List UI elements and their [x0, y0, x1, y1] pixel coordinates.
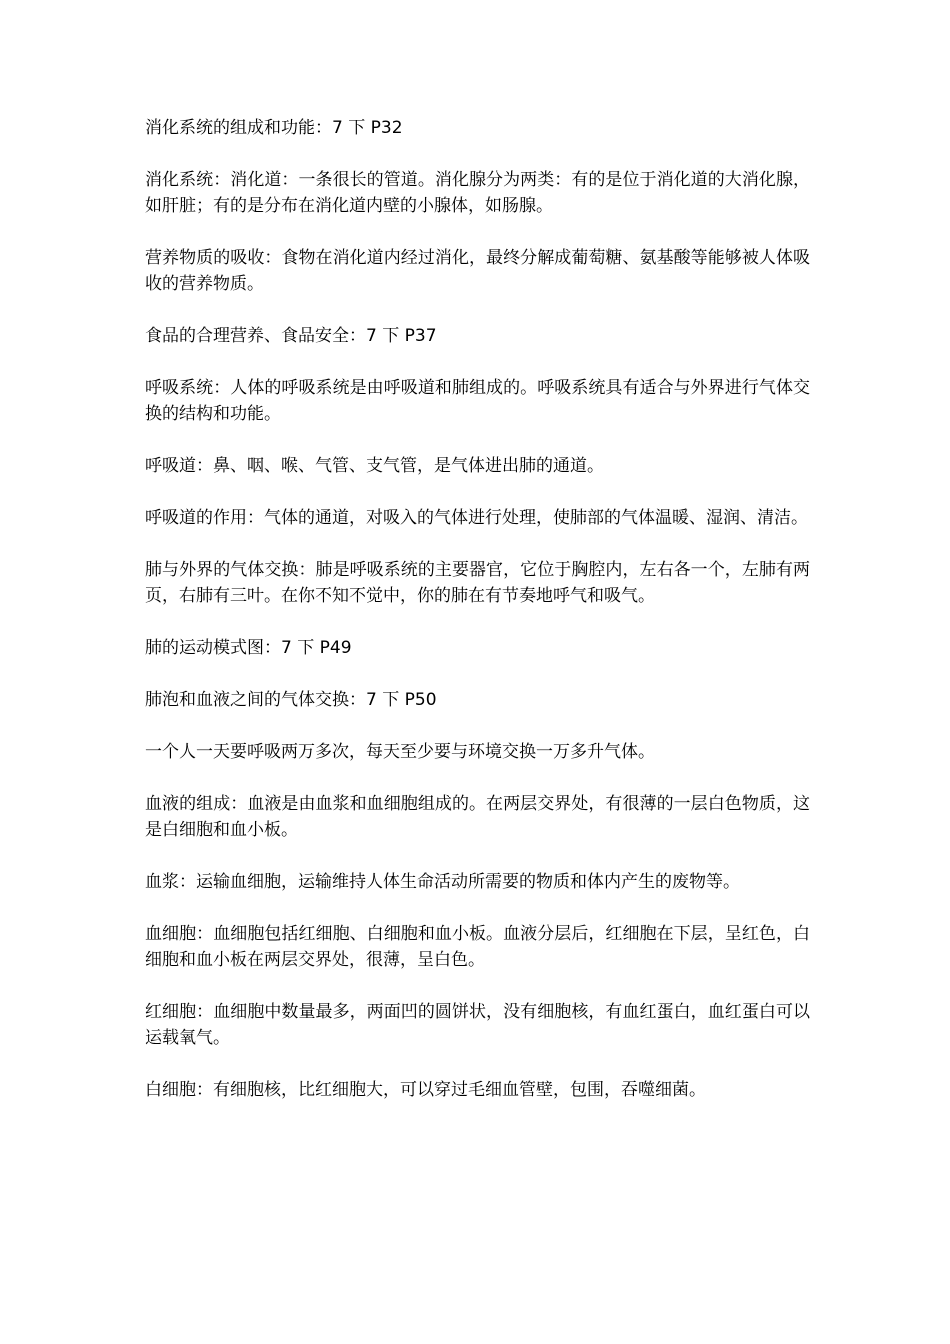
- paragraph-breathing-facts: 一个人一天要呼吸两万多次，每天至少要与环境交换一万多升气体。: [145, 742, 655, 762]
- paragraph-lung-gas-exchange: 肺与外界的气体交换：肺是呼吸系统的主要器官，它位于胸腔内，左右各一个，左肺有两页，右肺有三叶。在你不知不觉中，你的肺在有节奏地呼气和吸气。: [145, 560, 810, 606]
- paragraph-red-blood-cells: 红细胞：血细胞中数量最多，两面凹的圆饼状，没有细胞核，有血红蛋白，血红蛋白可以运载氧气。: [145, 1002, 810, 1048]
- paragraph-alveoli-exchange-heading: 肺泡和血液之间的气体交换：7 下 P50: [145, 690, 437, 710]
- paragraph-digestive-system: 消化系统：消化道：一条很长的管道。消化腺分为两类：有的是位于消化道的大消化腺，如肝脏；有的是分布在消化道内壁的小腺体，如肠腺。: [145, 170, 810, 216]
- paragraph-digestive-system-heading: 消化系统的组成和功能：7 下 P32: [145, 118, 403, 138]
- paragraph-food-safety-heading: 食品的合理营养、食品安全：7 下 P37: [145, 326, 437, 346]
- paragraph-plasma: 血浆：运输血细胞，运输维持人体生命活动所需要的物质和体内产生的废物等。: [145, 872, 740, 892]
- paragraph-respiratory-tract-function: 呼吸道的作用：气体的通道，对吸入的气体进行处理，使肺部的气体温暖、湿润、清洁。: [145, 508, 808, 528]
- paragraph-nutrient-absorption: 营养物质的吸收：食物在消化道内经过消化，最终分解成葡萄糖、氨基酸等能够被人体吸收的营养物质。: [145, 248, 810, 294]
- paragraph-white-blood-cells: 白细胞：有细胞核，比红细胞大，可以穿过毛细血管壁，包围，吞噬细菌。: [145, 1080, 706, 1100]
- paragraph-lung-model-heading: 肺的运动模式图：7 下 P49: [145, 638, 352, 658]
- paragraph-blood-cells: 血细胞：血细胞包括红细胞、白细胞和血小板。血液分层后，红细胞在下层，呈红色，白细胞和血小板在两层交界处，很薄，呈白色。: [145, 924, 810, 970]
- document-body: [145, 115, 810, 1129]
- paragraph-blood-composition: 血液的组成：血液是由血浆和血细胞组成的。在两层交界处，有很薄的一层白色物质，这是白细胞和血小板。: [145, 794, 810, 840]
- paragraph-respiratory-tract: 呼吸道：鼻、咽、喉、气管、支气管，是气体进出肺的通道。: [145, 456, 604, 476]
- paragraph-respiratory-system: 呼吸系统：人体的呼吸系统是由呼吸道和肺组成的。呼吸系统具有适合与外界进行气体交换的结构和功能。: [145, 378, 810, 424]
